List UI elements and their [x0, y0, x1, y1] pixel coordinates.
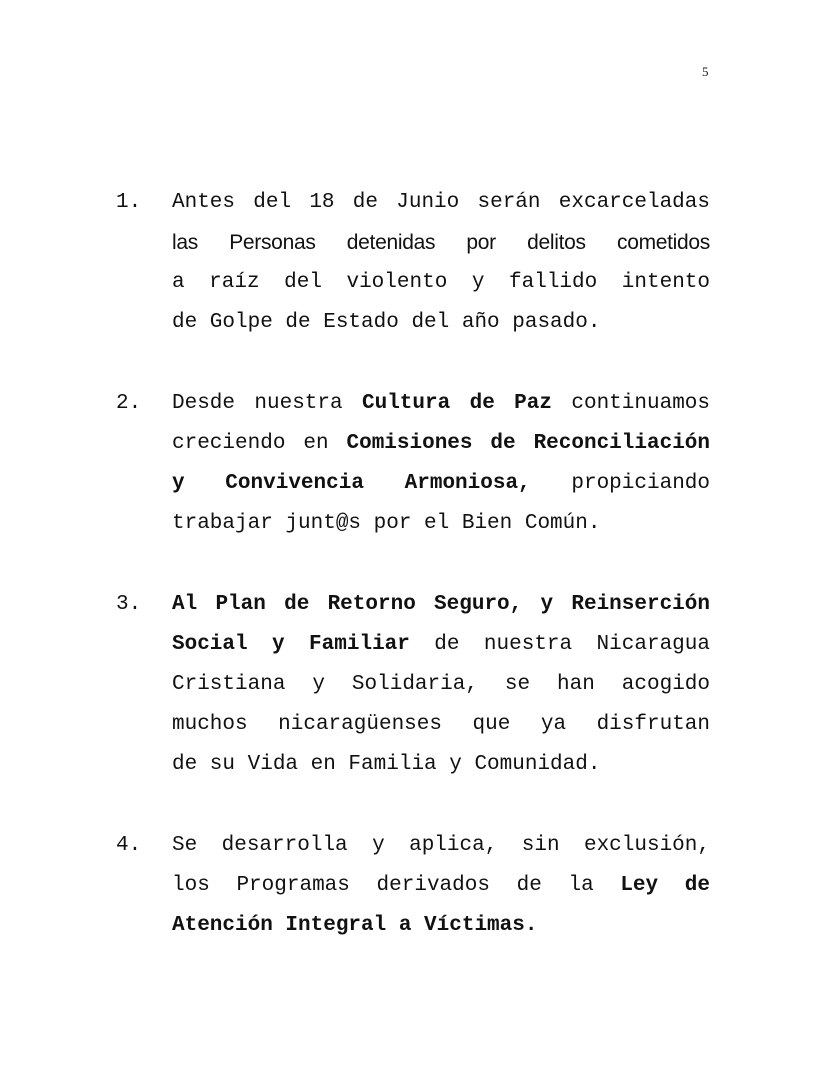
item-line: [172, 424, 710, 464]
item-line: [172, 585, 710, 625]
item-line: de su Vida en Familia y Comunidad.: [172, 753, 601, 776]
item-text: [172, 826, 710, 946]
item-line: [172, 906, 710, 946]
item-line: las Personas detenidas por delitos cometidos: [172, 231, 710, 254]
bold-text: Cultura de Paz: [362, 392, 552, 415]
bold-text: Atención Integral a Víctimas.: [172, 914, 538, 937]
item-line: de Golpe de Estado del año pasado.: [172, 311, 601, 334]
text-run: continuamos: [552, 392, 711, 415]
bold-text: y Convivencia Armoniosa,: [172, 472, 531, 495]
item-number: 4.: [116, 834, 142, 857]
text-run: de nuestra Nicaragua: [409, 633, 710, 656]
bold-text: Social y Familiar: [172, 633, 410, 656]
item-line: Cristiana y Solidaria, se han acogido: [172, 673, 710, 696]
item-line: [172, 866, 710, 906]
text-run: los Programas derivados de la: [172, 874, 621, 897]
bold-text: Ley de: [620, 874, 710, 897]
item-text: [172, 384, 710, 544]
item-number: 1.: [116, 191, 142, 214]
item-number: 2.: [116, 392, 142, 415]
item-text: [172, 585, 710, 785]
item-line: trabajar junt@s por el Bien Común.: [172, 512, 601, 535]
item-line: Antes del 18 de Junio serán excarceladas: [172, 191, 710, 214]
bold-text: Comisiones de Reconciliación: [346, 432, 710, 455]
item-number: 3.: [116, 593, 142, 616]
item-line: muchos nicaragüenses que ya disfrutan: [172, 713, 710, 736]
item-line: [172, 384, 710, 424]
page-number: 5: [702, 64, 709, 79]
item-text: [172, 183, 710, 343]
text-run: creciendo en: [172, 432, 347, 455]
text-run: propiciando: [530, 472, 711, 495]
item-line: Se desarrolla y aplica, sin exclusión,: [172, 834, 710, 857]
item-line: [172, 464, 710, 504]
item-line: [172, 625, 710, 665]
item-line: a raíz del violento y fallido intento: [172, 271, 710, 294]
bold-text: Al Plan de Retorno Seguro, y Reinserción: [172, 593, 710, 616]
text-run: Desde nuestra: [172, 392, 362, 415]
